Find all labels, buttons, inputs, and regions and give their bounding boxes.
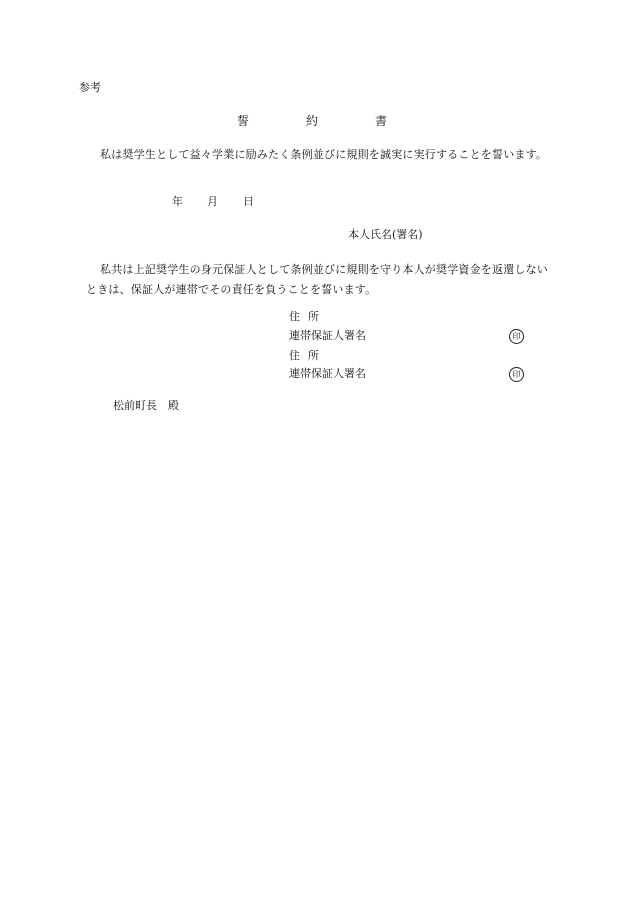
guarantor-1-signature-label: 連帯保証人署名 (289, 329, 366, 342)
self-name-label: 本人氏名(署名) (348, 228, 423, 241)
guarantor-1-seal-mark: 印 (509, 329, 524, 344)
guarantor-2-signature-label: 連帯保証人署名 (289, 367, 366, 380)
guarantor-1-address-label: 住所 (289, 310, 327, 323)
date-day-label: 日 (243, 195, 254, 208)
guarantor-2-address-label: 住所 (289, 349, 327, 362)
guarantor-text: 私共は上記奨学生の身元保証人として条例並びに規則を守り本人が奨学資金を返還しないときは、保証人が連帯でその責任を負うことを誓います。 (86, 263, 548, 296)
addressee: 松前町長 殿 (113, 399, 179, 412)
date-month-label: 月 (207, 195, 218, 208)
document-title-char-2: 約 (306, 114, 319, 128)
reference-label: 参考 (79, 81, 101, 94)
date-year-label: 年 (172, 195, 183, 208)
guarantor-2-seal-mark: 印 (509, 367, 524, 382)
document-title-char-3: 書 (375, 114, 388, 128)
document-title-char-1: 誓 (237, 114, 250, 128)
pledge-text: 私は奨学生として益々学業に励みたく条例並びに規則を誠実に実行することを誓います。 (100, 148, 548, 161)
